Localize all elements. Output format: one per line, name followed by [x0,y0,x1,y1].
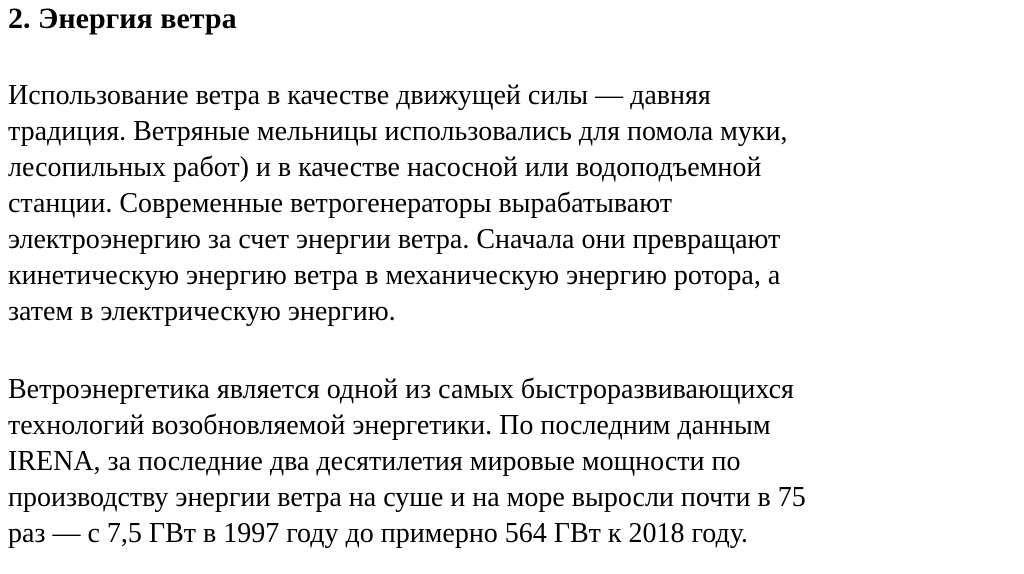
text-line: электроэнергию за счет энергии ветра. Сначала они превращают [8,224,781,255]
text-line: традиция. Ветряные мельницы использовались для помола муки, [8,116,788,147]
paragraph-wind-energy-growth [8,372,806,552]
text-line: технологий возобновляемой энергетики. По последним данным [8,410,771,441]
text-line: лесопильных работ) и в качестве насосной или водоподъемной [8,152,762,183]
text-line: кинетическую энергию ветра в механическую энергию ротора, а [8,260,781,291]
text-line: станции. Современные ветрогенераторы вырабатывают [8,188,672,219]
text-line: раз — с 7,5 ГВт в 1997 году до примерно 564 ГВт к 2018 году. [8,518,748,549]
paragraph-wind-usage [8,78,787,330]
text-line: IRENA, за последние два десятилетия мировые мощности по [8,446,741,477]
text-line: Ветроэнергетика является одной из самых быстроразвивающихся [8,374,794,405]
text-line: Использование ветра в качестве движущей силы — давняя [8,80,711,111]
slide-title: 2. Энергия ветра [8,2,237,35]
text-line: производству энергии ветра на суше и на море выросли почти в 75 [8,482,806,513]
text-line: затем в электрическую энергию. [8,296,396,327]
